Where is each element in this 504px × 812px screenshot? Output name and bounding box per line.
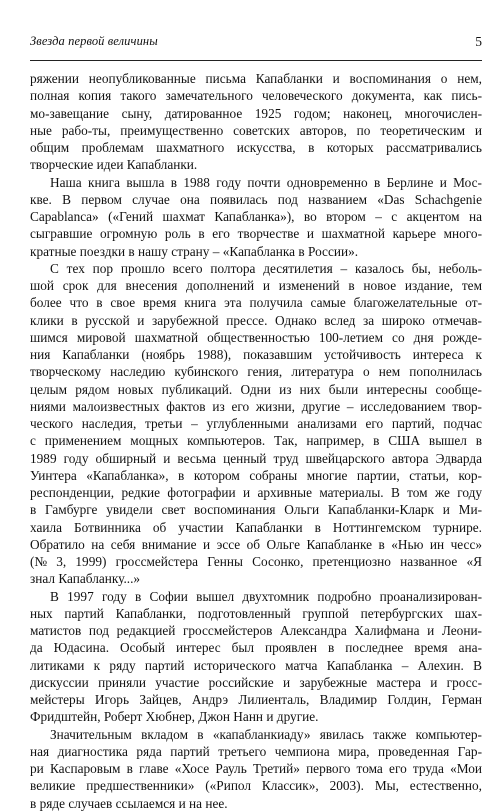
text-line: ная диагностика ряда партий третьего чемпиона мира, проведенная Гар- bbox=[30, 743, 482, 759]
text-line: творческие идеи Капабланки. bbox=[30, 157, 198, 173]
text-line: 1989 году обширный и весьма ценный труд швейцарского автора Эдварда bbox=[30, 450, 482, 466]
text-line: ные рабо-ты, преимущественно советских авторов, по теоретическим и bbox=[30, 122, 482, 138]
text-line: да Юдасина. Особый интерес был проявлен в последнее время ана- bbox=[30, 640, 482, 656]
text-line: шой срок для внесения дополнений и изменений в новое издание, тем bbox=[30, 278, 482, 293]
text-line: творческому наследию кубинского гения, литература о нем пополнилась bbox=[30, 364, 482, 380]
text-line: Наша книга вышла в 1988 году почти одновременно в Берлине и Мос- bbox=[50, 174, 482, 190]
text-line: великие предшественники» («Рипол Классик», 2003). Мы, естественно, bbox=[30, 778, 482, 794]
text-line: мо-завещание сыну, датированное 1925 годом; наконец, многочислен- bbox=[30, 105, 482, 121]
page-header bbox=[30, 34, 482, 54]
body-text bbox=[30, 70, 482, 812]
text-line: сыгравшие огромную роль в его творчестве и шахматной карьере много- bbox=[30, 226, 482, 242]
text-line: с применением мощных компьютеров. Так, например, в США вышел в bbox=[30, 433, 482, 449]
text-line: С тех пор прошло всего полтора десятилетия – казалось бы, неболь- bbox=[50, 260, 482, 276]
text-line: Уинтера «Капабланка», в котором собраны многие партии, статьи, кор- bbox=[30, 467, 482, 483]
text-line: хаила Ботвинника об участии Капабланки в Ноттингемском турнире. bbox=[30, 519, 482, 535]
text-line: Фридштейн, Роберт Хюбнер, Джон Нанн и другие. bbox=[30, 709, 319, 725]
paragraph bbox=[30, 260, 482, 588]
text-line: литиками к ряду партий исторического матча Капабланка – Алехин. В bbox=[30, 657, 482, 673]
text-line: (№ 3, 1999) гроссмейстера Генны Сосонко, претенциозно названное «Я bbox=[30, 554, 482, 569]
text-line: клики в русской и зарубежной прессе. Однако вслед за широко отмечав- bbox=[30, 312, 482, 328]
text-line: ческого наследия, третьи – углубленными анализами его партий, подчас bbox=[30, 416, 482, 431]
text-line: кве. В первом случае она появилась под названием «Das Schachgenie bbox=[30, 191, 482, 207]
text-line: общим проблемам шахматного искусства, в которых рассматривались bbox=[30, 140, 482, 155]
text-line: шимся мировой шахматной общественностью 100-летием со дня рожде- bbox=[30, 329, 482, 345]
text-line: дискуссии приняли участие российские и зарубежные мастера и гросс- bbox=[30, 674, 482, 690]
header-rule bbox=[30, 60, 482, 61]
text-line: респонденции, редкие фотографии и архивные материалы. В том же году bbox=[30, 485, 482, 500]
text-line: кратные поездки в нашу страну – «Капабланка в России». bbox=[30, 243, 359, 259]
running-title: Звезда первой величины bbox=[30, 34, 158, 48]
text-line: целым рядом новых публикаций. Одни из них были интересны сообще- bbox=[30, 381, 482, 397]
text-line: Значительным вкладом в «капабланкиаду» явилась также компьютер- bbox=[50, 726, 482, 742]
text-line: ряжении неопубликованные письма Капабланки и воспоминания о нем, bbox=[30, 71, 482, 86]
text-line: Обратило на себя внимание и эссе об Ольге Капабланке в «Нью ин чесс» bbox=[30, 536, 482, 552]
text-line: ри Каспаровым в главе «Хосе Рауль Третий» первого тома его труда «Мои bbox=[30, 761, 482, 776]
text-line: ниями малоизвестных фактов из его жизни, другие – исследованием твор- bbox=[30, 398, 482, 414]
text-line: Capablanca» («Гений шахмат Капабланка»), во втором – с акцентом на bbox=[30, 209, 482, 224]
text-line: более что в свое время книга эта получила самые благожелательные от- bbox=[30, 295, 482, 311]
text-line: мейстеры Игорь Зайцев, Андрэ Лилиенталь, Владимир Голдин, Герман bbox=[30, 692, 482, 707]
text-line: матистов под редакцией гроссмейстеров Александра Халифмана и Леони- bbox=[30, 623, 482, 638]
paragraph bbox=[30, 70, 482, 174]
paragraph bbox=[30, 174, 482, 260]
paragraph bbox=[30, 726, 482, 812]
page-number: 5 bbox=[475, 34, 482, 49]
text-line: в Гамбурге увидели свет воспоминания Ольги Капабланки-Кларк и Ми- bbox=[30, 502, 482, 518]
text-line: ных партий Капабланки, подготовленный группой петербургских шах- bbox=[30, 605, 482, 621]
text-line: В 1997 году в Софии вышел двухтомник подробно проанализирован- bbox=[50, 588, 482, 604]
paragraph bbox=[30, 588, 482, 726]
text-line: полная копия такого замечательного человеческого документа, как пись- bbox=[30, 88, 482, 104]
text-line: в ряде случаев ссылаемся и на нее. bbox=[30, 795, 228, 811]
text-line: знал Капабланку...» bbox=[30, 571, 141, 587]
text-line: ния Капабланки (ноябрь 1988), показавшим устойчивость интереса к bbox=[30, 347, 482, 362]
